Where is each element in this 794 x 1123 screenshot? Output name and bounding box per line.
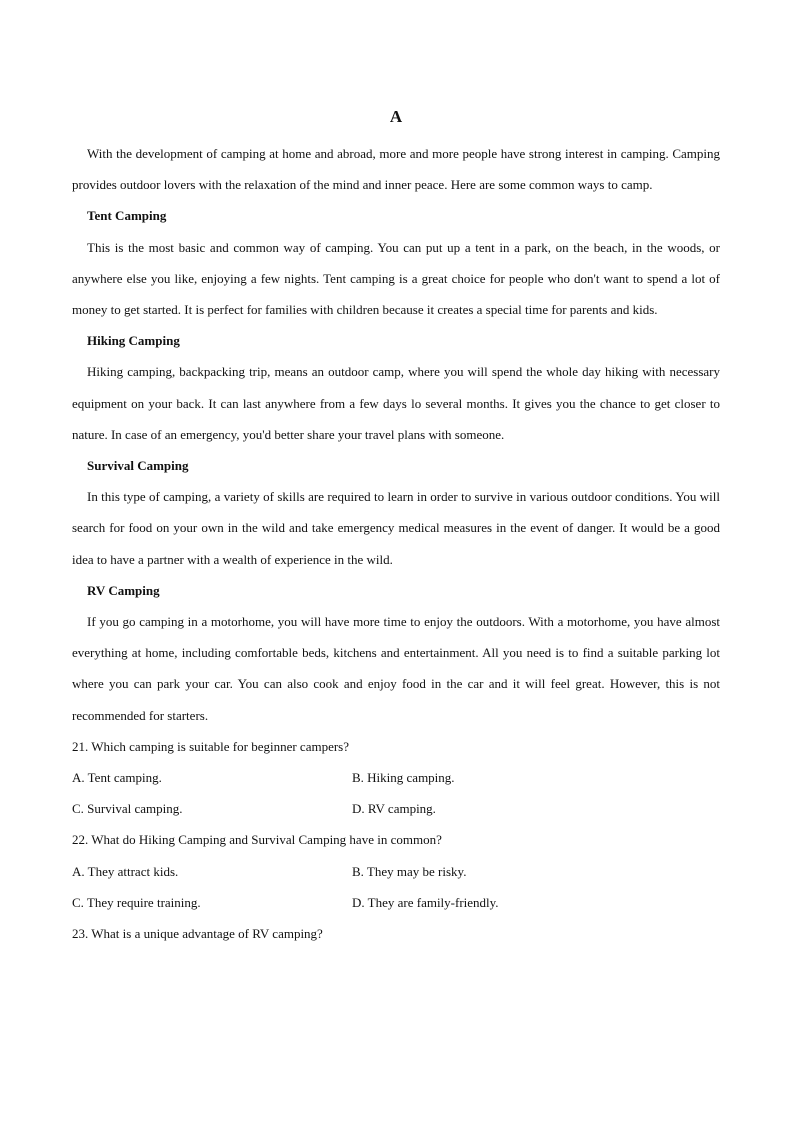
section-heading-rv: RV Camping	[87, 582, 160, 598]
question-21-options	[72, 762, 720, 824]
passage-title: A	[389, 107, 403, 126]
section-heading-survival: Survival Camping	[87, 458, 189, 474]
question-23-stem: 23. What is a unique advantage of RV camping?	[72, 926, 323, 942]
option-21-d: D. RV camping.	[352, 801, 436, 817]
option-21-c: C. Survival camping.	[72, 801, 183, 817]
option-22-d: D. They are family-friendly.	[352, 894, 499, 910]
option-21-a: A. Tent camping.	[72, 770, 162, 786]
question-22-stem: 22. What do Hiking Camping and Survival Camping have in common?	[72, 832, 442, 848]
question-22-options	[72, 856, 720, 918]
option-22-a: A. They attract kids.	[72, 863, 179, 879]
section-heading-hiking: Hiking Camping	[87, 333, 180, 349]
option-22-c: C. They require training.	[72, 894, 201, 910]
intro-paragraph: With the development of camping at home and abroad, more and more people have strong interest in camping. Camping provides outdoor lovers with the relaxation of the mind and inner peace. Here are some common ways to camp.	[72, 146, 720, 193]
section-text-hiking: Hiking camping, backpacking trip, means an outdoor camp, where you will spend the whole day hiking with necessary equipment on your back. It can last anywhere from a few days lo several months. It gives you the chance to get closer to nature. In case of an emergency, you'd better share your travel plans with someone.	[72, 364, 720, 442]
section-text-tent: This is the most basic and common way of camping. You can put up a tent in a park, on the beach, in the woods, or anywhere else you like, enjoying a few nights. Tent camping is a great choice for people who don't want to spend a lot of money to get started. It is perfect for families with children because it creates a special time for parents and kids.	[72, 239, 720, 318]
option-21-b: B. Hiking camping.	[352, 770, 455, 786]
option-22-b: B. They may be risky.	[352, 863, 467, 879]
question-21-stem: 21. Which camping is suitable for beginner campers?	[72, 738, 350, 754]
document-page	[72, 104, 720, 949]
section-text-survival: In this type of camping, a variety of skills are required to learn in order to survive in various outdoor conditions. You will search for food on your own in the wild and take emergency medical measures in the event of danger. It would be a good idea to have a partner with a wealth of experience in the wild.	[72, 489, 720, 567]
section-text-rv: If you go camping in a motorhome, you will have more time to enjoy the outdoors. With a motorhome, you have almost everything at home, including comfortable beds, kitchens and entertainment. All you need is to find a suitable parking lot where you can park your car. You can also cook and enjoy food in the car and it will feel great. However, this is not recommended for starters.	[72, 614, 720, 723]
section-heading-tent: Tent Camping	[87, 208, 167, 224]
